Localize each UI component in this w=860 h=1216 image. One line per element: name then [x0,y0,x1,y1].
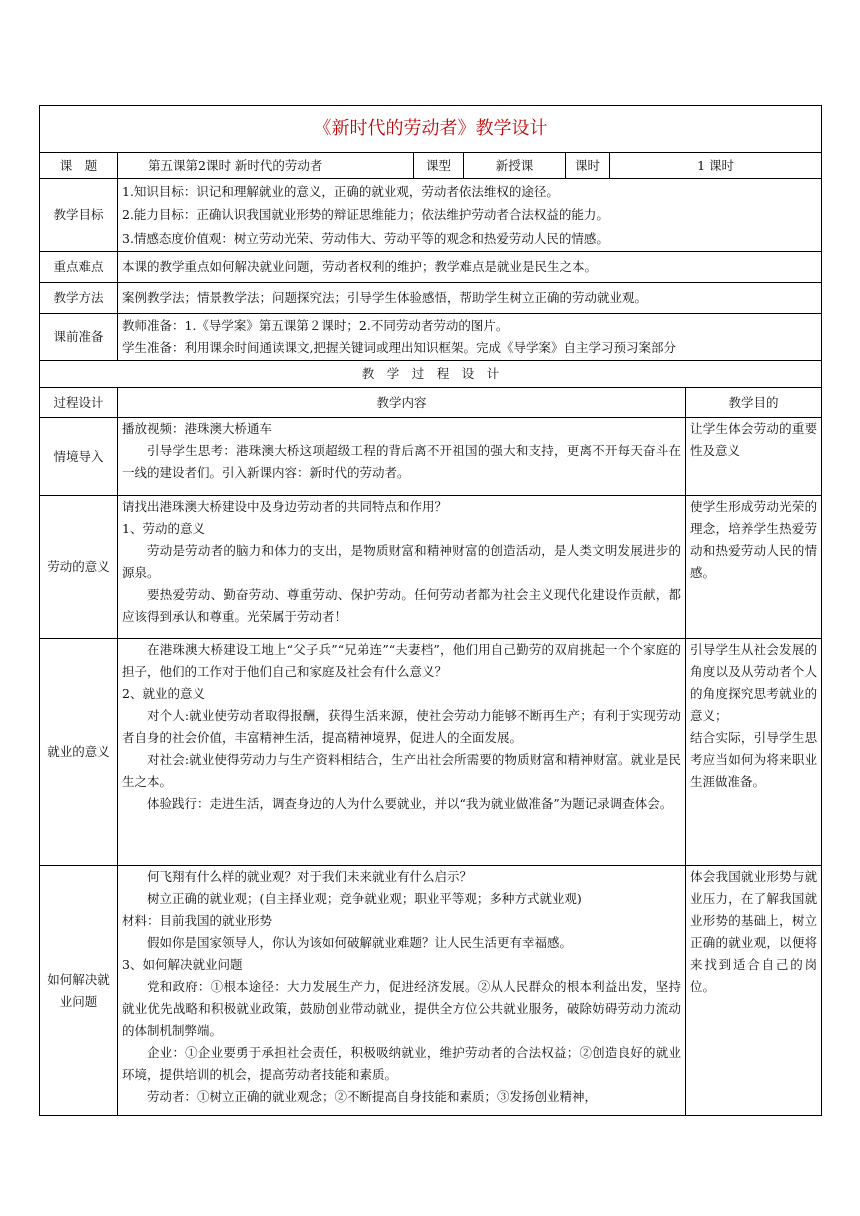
content-paragraph: 在港珠澳大桥建设工地上“父子兵”“兄弟连”“夫妻档”，他们用自己勤劳的双肩挑起一个个家庭的担子，他们的工作对于他们自己和家庭及社会有什么意义？ [122,642,681,679]
content-paragraph: 对个人:就业使劳动者取得报酬，获得生活来源，使社会劳动力能够不断再生产；有利于实现劳动者自身的社会价值，丰富精神生活，提高精神境界，促进人的全面发展。 [122,708,681,745]
content-paragraph: 播放视频：港珠澳大桥通车 [122,421,273,436]
process-heading: 教 学 过 程 设 计 [40,361,822,388]
content-paragraph: 材料：目前我国的就业形势 [122,913,273,928]
type-value: 新授课 [464,153,566,179]
methods-row [40,283,822,314]
column-stage-header: 过程设计 [40,388,118,418]
purpose-paragraph: 结合实际，引导学生思考应当如何为将来职业生涯做准备。 [690,730,818,789]
process-columns-row [40,388,822,418]
objective-ability: 2.能力目标：正确认识我国就业形势的辩证思维能力；依法维护劳动者合法权益的能力。 [122,207,609,223]
stage-purpose [686,639,822,866]
content-paragraph: 对社会:就业使得劳动力与生产资料相结合，生产出社会所需要的物质财富和精神财富。就业是民生之本。 [122,752,681,789]
purpose-paragraph: 使学生形成劳动光荣的理念，培养学生热爱劳动和热爱劳动人民的情感。 [690,499,818,580]
objective-attitude: 3.情感态度价值观：树立劳动光荣、劳动伟大、劳动平等的观念和热爱劳动人民的情感。 [122,230,609,246]
student-preparation: 学生准备：利用课余时间通读课文,把握关键词或理出知识框架。完成《导学案》自主学习预习案部分 [122,340,676,355]
content-paragraph: 假如你是国家领导人，你认为该如何破解就业难题？让人民生活更有幸福感。 [147,935,573,950]
content-paragraph: 体验践行：走进生活，调查身边的人为什么要就业，并以“我为就业做准备”为题记录调查体会。 [147,796,673,811]
stage-purpose [686,866,822,1116]
preparation-label: 课前准备 [40,314,118,361]
content-paragraph: 何飞翔有什么样的就业观？对于我们未来就业有什么启示？ [147,869,473,884]
teacher-preparation: 教师准备：1.《导学案》第五课第２课时；2.不同劳动者劳动的图片。 [122,318,509,333]
stage-name: 如何解决就业问题 [40,866,118,1116]
key-points-text: 本课的教学重点如何解决就业问题，劳动者权利的维护；教学难点是就业是民生之本。 [118,252,822,283]
content-paragraph: 要热爱劳动、勤奋劳动、尊重劳动、保护劳动。任何劳动者都为社会主义现代化建设作贡献，都应该得到承认和尊重。光荣属于劳动者！ [122,587,681,624]
content-paragraph: 请找出港珠澳大桥建设中及身边劳动者的共同特点和作用？ [122,499,448,514]
stage-row-intro [40,418,822,496]
key-points-label: 重点难点 [40,252,118,283]
stage-name: 就业的意义 [40,639,118,866]
stage-row-labor-meaning [40,496,822,639]
content-paragraph: 企业：①企业要勇于承担社会责任，积极吸纳就业，维护劳动者的合法权益；②创造良好的就业环境，提供培训的机会，提高劳动者技能和素质。 [122,1045,681,1082]
stage-row-solving-employment [40,866,822,1116]
methods-text: 案例教学法；情景教学法；问题探究法；引导学生体验感悟，帮助学生树立正确的劳动就业观。 [118,283,822,314]
topic-label: 课 题 [40,153,118,179]
stage-content [118,418,686,496]
stage-purpose [686,496,822,639]
preparation-row [40,314,822,361]
content-paragraph: 劳动是劳动者的脑力和体力的支出，是物质财富和精神财富的创造活动，是人类文明发展进步的源泉。 [122,543,681,580]
column-purpose-header: 教学目的 [686,388,822,418]
content-paragraph: 树立正确的就业观；(自主择业观；竞争就业观；职业平等观；多种方式就业观) [147,891,582,906]
key-points-row [40,252,822,283]
purpose-paragraph: 让学生体会劳动的重要性及意义 [690,421,818,458]
document-title: 《新时代的劳动者》教学设计 [40,106,822,153]
content-paragraph: 1、劳动的意义 [122,521,205,536]
content-paragraph: 引导学生思考：港珠澳大桥这项超级工程的背后离不开祖国的强大和支持，更离不开每天奋斗在一线的建设者们。引入新课内容：新时代的劳动者。 [122,443,681,480]
stage-content [118,866,686,1116]
stage-content [118,496,686,639]
stage-name: 情境导入 [40,418,118,496]
content-paragraph: 劳动者：①树立正确的就业观念；②不断提高自身技能和素质；③发扬创业精神， [147,1089,598,1104]
type-label: 课型 [414,153,464,179]
stage-content [118,639,686,866]
stage-purpose [686,418,822,496]
lesson-plan-table [39,105,822,1116]
hours-value: 1 课时 [610,153,822,179]
objectives-content [118,179,822,252]
objectives-label: 教学目标 [40,179,118,252]
header-row [40,153,822,179]
stage-name: 劳动的意义 [40,496,118,639]
objective-knowledge: 1.知识目标：识记和理解就业的意义，正确的就业观，劳动者依法维权的途径。 [122,183,559,199]
content-paragraph: 3、如何解决就业问题 [122,957,243,972]
lesson-plan-page [39,105,821,1116]
stage-row-employment-meaning [40,639,822,866]
purpose-paragraph: 体会我国就业形势与就业压力，在了解我国就业形势的基础上，树立正确的就业观，以便将来找到适合自己的岗位。 [690,869,818,994]
hours-label: 课时 [566,153,610,179]
content-paragraph: 党和政府：①根本途径：大力发展生产力，促进经济发展。②从人民群众的根本利益出发，坚持就业优先战略和积极就业政策，鼓励创业带动就业，提供全方位公共就业服务，破除妨碍劳动力流动的体制机制弊端。 [122,979,681,1038]
column-content-header: 教学内容 [118,388,686,418]
preparation-content [118,314,822,361]
purpose-paragraph: 引导学生从社会发展的角度以及从劳动者个人的角度探究思考就业的意义； [690,642,818,723]
objectives-row [40,179,822,252]
content-paragraph: 2、就业的意义 [122,686,205,701]
topic-value: 第五课第2课时 新时代的劳动者 [118,153,414,179]
methods-label: 教学方法 [40,283,118,314]
